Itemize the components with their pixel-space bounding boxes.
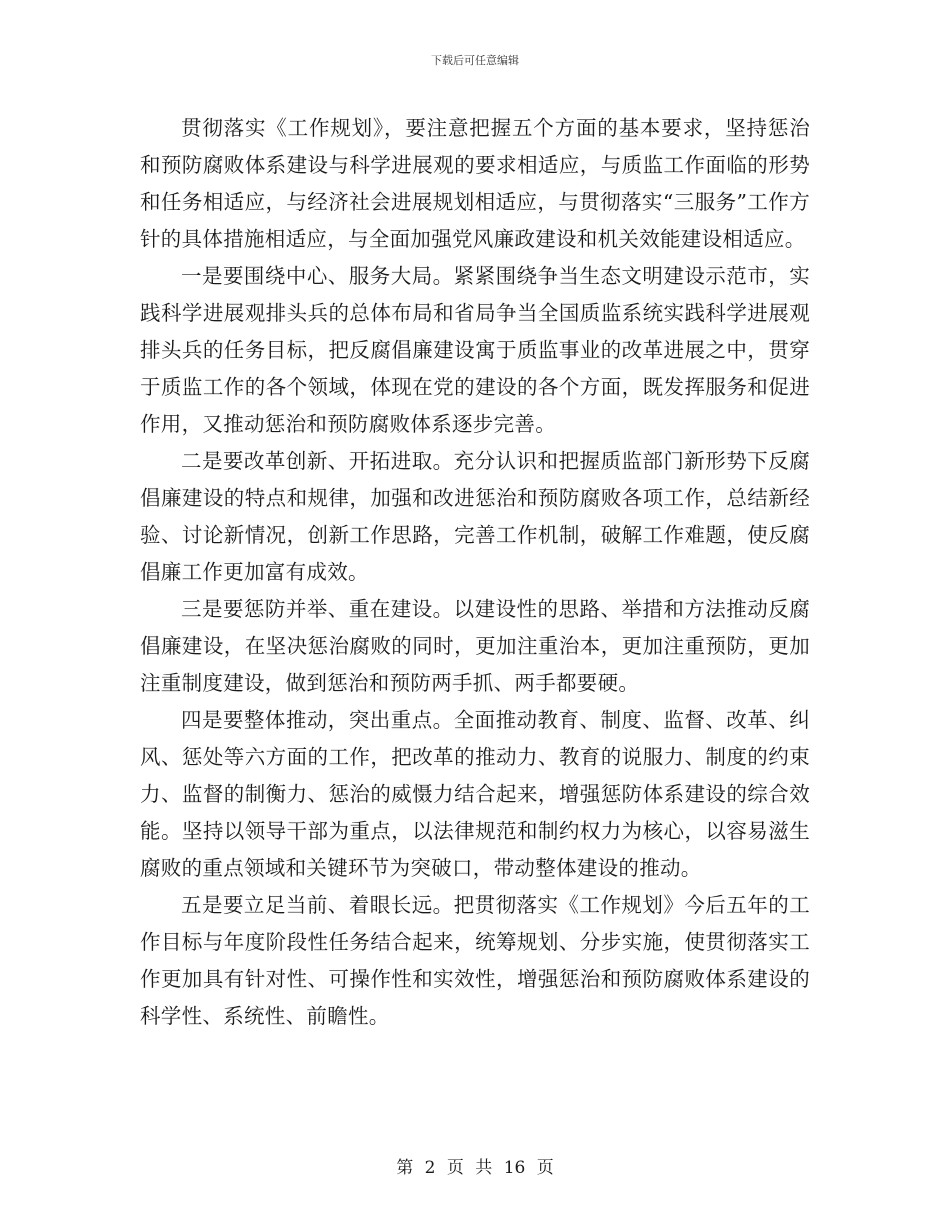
document-body [140, 110, 810, 1035]
paragraph-point-1: 一是要围绕中心、服务大局。紧紧围绕争当生态文明建设示范市，实践科学进展观排头兵的总体布局和省局争当全国质监系统实践科学进展观排头兵的任务目标，把反腐倡廉建设寓于质监事业的改革进展之中，贯穿于质监工作的各个领域，体现在党的建设的各个方面，既发挥服务和促进作用，又推动惩治和预防腐败体系逐步完善。 [140, 264, 810, 436]
footer-label-ye: 页 [446, 1158, 464, 1178]
page-header: 下载后可任意编辑 [431, 54, 519, 67]
page-footer [0, 1153, 950, 1178]
paragraph-point-4: 四是要整体推动，突出重点。全面推动教育、制度、监督、改革、纠风、惩处等六方面的工作，把改革的推动力、教育的说服力、制度的约束力、监督的制衡力、惩治的威慑力结合起来，增强惩防体系建设的综合效能。坚持以领导干部为重点，以法律规范和制约权力为核心，以容易滋生腐败的重点领域和关键环节为突破口，带动整体建设的推动。 [140, 708, 810, 880]
paragraph-point-5: 五是要立足当前、着眼长远。把贯彻落实《工作规划》今后五年的工作目标与年度阶段性任务结合起来，统筹规划、分步实施，使贯彻落实工作更加具有针对性、可操作性和实效性，增强惩治和预防腐败体系建设的科学性、系统性、前瞻性。 [140, 893, 810, 1028]
footer-label-gong: 共 [475, 1158, 493, 1178]
paragraph-point-2: 二是要改革创新、开拓进取。充分认识和把握质监部门新形势下反腐倡廉建设的特点和规律，加强和改进惩治和预防腐败各项工作，总结新经验、讨论新情况，创新工作思路，完善工作机制，破解工作难题，使反腐倡廉工作更加富有成效。 [140, 449, 810, 584]
paragraph-intro: 贯彻落实《工作规划》，要注意把握五个方面的基本要求，坚持惩治和预防腐败体系建设与科学进展观的要求相适应，与质监工作面临的形势和任务相适应，与经济社会进展规划相适应，与贯彻落实“三服务”工作方针的具体措施相适应，与全面加强党风廉政建设和机关效能建设相适应。 [140, 116, 810, 251]
footer-label-di: 第 [396, 1158, 414, 1178]
footer-label-ye2: 页 [536, 1158, 554, 1178]
footer-total-pages: 16 [503, 1158, 526, 1178]
paragraph-point-3: 三是要惩防并举、重在建设。以建设性的思路、举措和方法推动反腐倡廉建设，在坚决惩治腐败的同时，更加注重治本，更加注重预防，更加注重制度建设，做到惩治和预防两手抓、两手都要硬。 [140, 597, 810, 695]
footer-current-page: 2 [424, 1158, 436, 1178]
